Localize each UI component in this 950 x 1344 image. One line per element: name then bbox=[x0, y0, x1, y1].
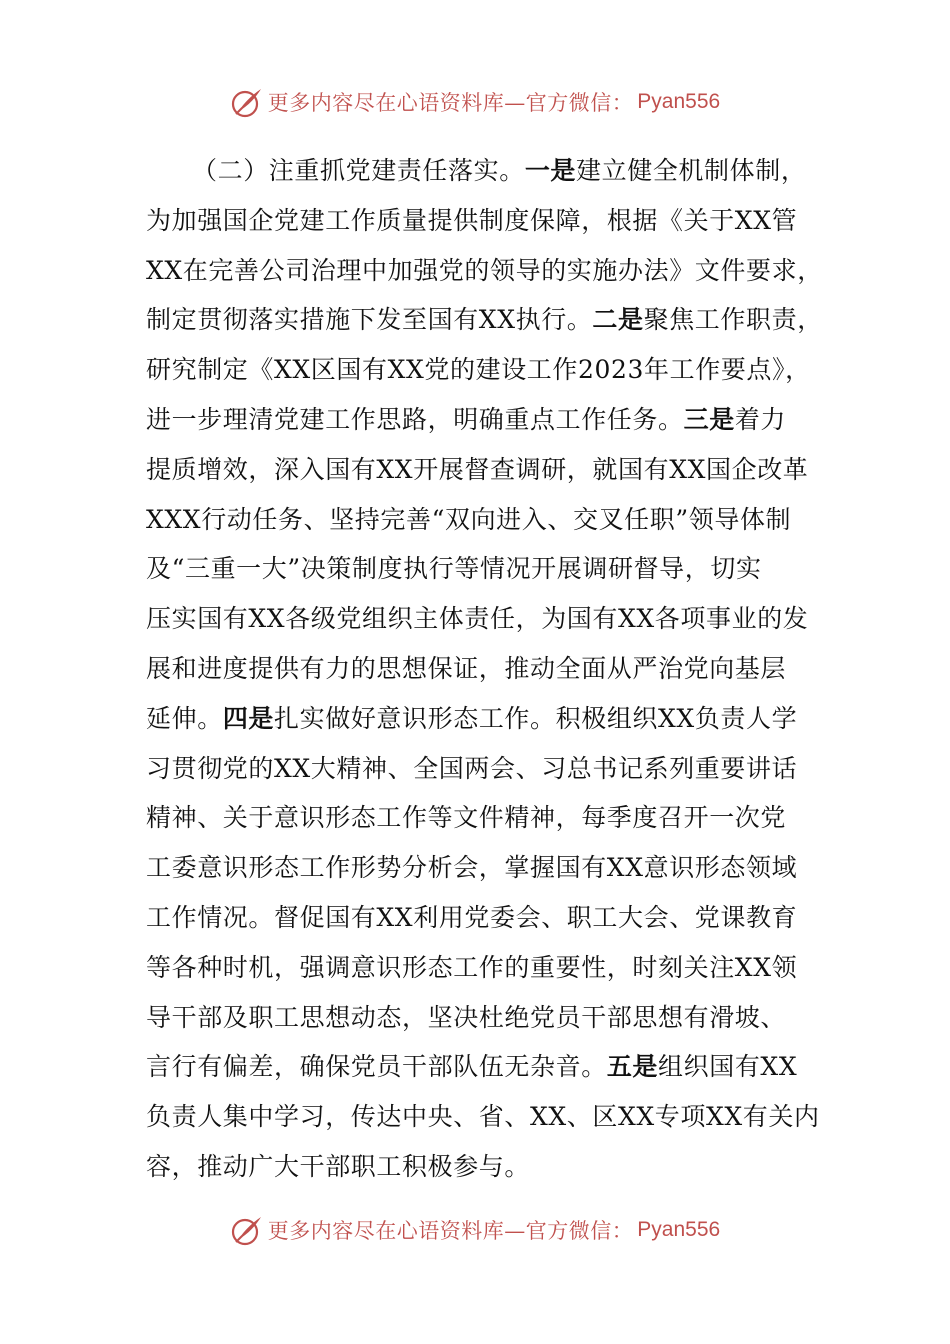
text-line bbox=[146, 445, 818, 495]
footer-banner bbox=[0, 1210, 950, 1250]
text-run: 容，推动广大干部职工积极参与。 bbox=[146, 1151, 531, 1181]
text-line bbox=[146, 694, 818, 744]
text-run: 提质增效，深入国有XX开展督查调研，就国有XX国企改革 bbox=[146, 454, 809, 484]
text-line bbox=[146, 644, 818, 694]
text-run: 展和进度提供有力的思想保证，推动全面从严治党向基层 bbox=[146, 653, 787, 683]
text-line bbox=[146, 793, 818, 843]
text-line bbox=[146, 993, 818, 1043]
text-line bbox=[146, 544, 818, 594]
text-line bbox=[146, 146, 818, 196]
text-line bbox=[146, 495, 818, 545]
bold-lead-phrase: 三是 bbox=[683, 404, 735, 434]
text-run: 习贯彻党的XX大精神、全国两会、习总书记系列重要讲话 bbox=[146, 753, 798, 783]
quill-logo-icon bbox=[230, 85, 264, 119]
banner-text: 更多内容尽在心语资料库—官方微信： bbox=[267, 91, 634, 115]
text-run: 研究制定《XX区国有XX党的建设工作2023年工作要点》， bbox=[146, 355, 811, 385]
text-run: 扎实做好意识形态工作。积极组织XX负责人学 bbox=[274, 703, 798, 733]
text-line bbox=[146, 843, 818, 893]
text-run: 着力 bbox=[734, 404, 787, 434]
text-run: 聚焦工作职责， bbox=[643, 305, 823, 335]
text-line bbox=[146, 196, 818, 246]
text-line bbox=[146, 1142, 818, 1192]
text-line bbox=[146, 345, 818, 395]
text-run: XX在完善公司治理中加强党的领导的实施办法》文件要求， bbox=[146, 255, 823, 285]
text-line bbox=[146, 1092, 818, 1142]
bold-lead-phrase: 四是 bbox=[222, 703, 275, 733]
text-run: 进一步理清党建工作思路，明确重点工作任务。 bbox=[146, 404, 684, 434]
document-body bbox=[146, 146, 823, 1192]
text-run: 工作情况。督促国有XX利用党委会、职工大会、党课教育 bbox=[146, 902, 798, 932]
text-line bbox=[146, 246, 823, 296]
text-line bbox=[146, 295, 823, 345]
text-run: （二）注重抓党建责任落实。 bbox=[192, 156, 525, 185]
bold-lead-phrase: 一是 bbox=[524, 156, 577, 185]
text-run: 等各种时机，强调意识形态工作的重要性，时刻关注XX领 bbox=[146, 952, 798, 982]
quill-logo-icon bbox=[230, 1213, 264, 1247]
text-run: XXX行动任务、坚持完善“双向进入、交叉任职”领导体制 bbox=[146, 504, 792, 534]
text-run: 为加强国企党建工作质量提供制度保障，根据《关于XX管 bbox=[146, 205, 798, 235]
text-run: 负责人集中学习，传达中央、省、XX、区XX专项XX有关内 bbox=[146, 1102, 820, 1132]
text-run: 组织国有XX bbox=[658, 1052, 798, 1082]
text-run: 及“三重一大”决策制度执行等情况开展调研督导，切实 bbox=[146, 554, 762, 584]
text-line bbox=[146, 395, 818, 445]
text-run: 建立健全机制体制， bbox=[576, 156, 807, 185]
text-run: 精神、关于意识形态工作等文件精神，每季度召开一次党 bbox=[146, 803, 787, 833]
text-run: 压实国有XX各级党组织主体责任，为国有XX各项事业的发 bbox=[146, 604, 809, 634]
header-banner bbox=[0, 82, 950, 122]
text-run: 导干部及职工思想动态，坚决杜绝党员干部思想有滑坡、 bbox=[146, 1002, 787, 1032]
text-line bbox=[146, 893, 818, 943]
banner-wechat-handle: Pyan556 bbox=[637, 1218, 721, 1241]
text-run: 工委意识形态工作形势分析会，掌握国有XX意识形态领域 bbox=[146, 853, 798, 883]
text-line bbox=[146, 594, 818, 644]
text-run: 延伸。 bbox=[146, 703, 223, 733]
text-run: 言行有偏差，确保党员干部队伍无杂音。 bbox=[146, 1052, 607, 1082]
text-line bbox=[146, 1042, 818, 1092]
text-line bbox=[146, 744, 818, 794]
banner-wechat-handle: Pyan556 bbox=[637, 90, 721, 113]
bold-lead-phrase: 五是 bbox=[606, 1052, 659, 1082]
bold-lead-phrase: 二是 bbox=[592, 305, 644, 335]
banner-text: 更多内容尽在心语资料库—官方微信： bbox=[267, 1219, 634, 1243]
text-run: 制定贯彻落实措施下发至国有XX执行。 bbox=[146, 305, 593, 335]
text-line bbox=[146, 943, 818, 993]
